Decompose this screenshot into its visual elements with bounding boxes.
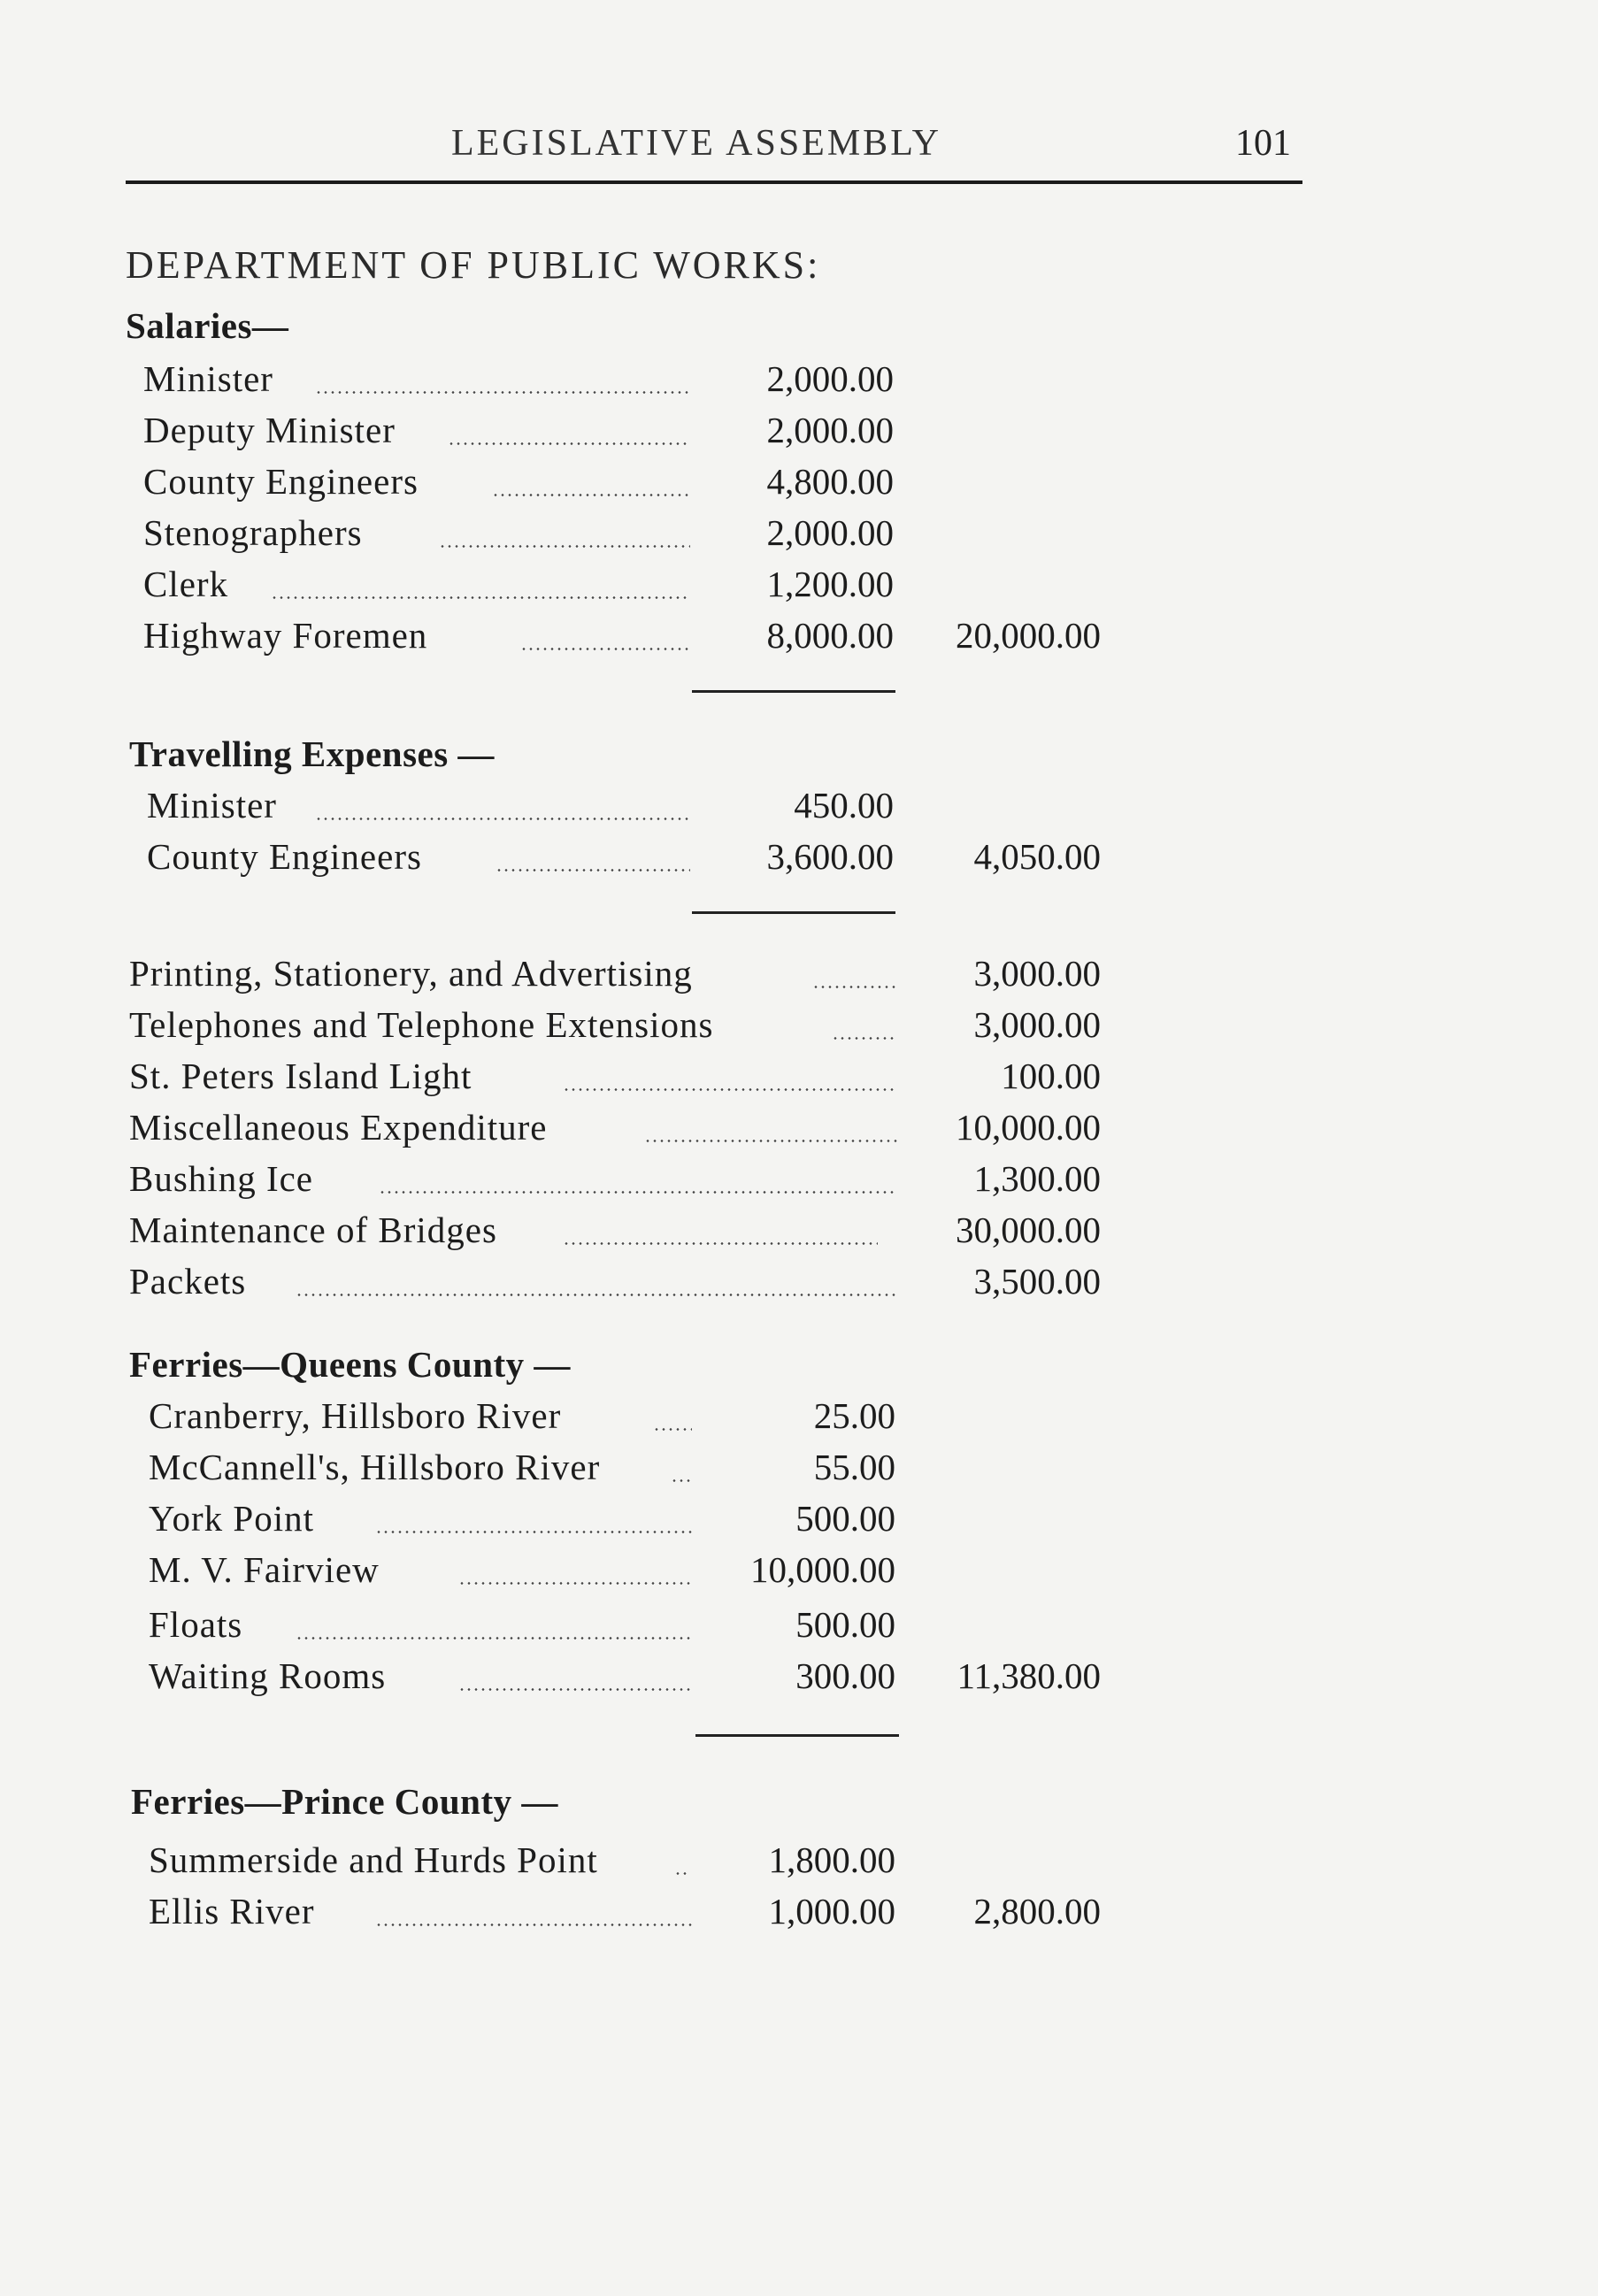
salary-item-amount: 8,000.00 — [766, 615, 894, 656]
ferry-item-label: Floats — [149, 1604, 243, 1645]
leader-dots — [458, 1582, 692, 1585]
salaries-total: 20,000.00 — [956, 615, 1101, 656]
salary-item-label: County Engineers — [143, 461, 419, 502]
leader-dots — [644, 1140, 897, 1142]
leader-dots — [832, 1037, 897, 1040]
subtotal-rule — [692, 911, 895, 914]
salary-item-label: Clerk — [143, 564, 229, 604]
salary-item-label: Deputy Minister — [143, 410, 396, 450]
leader-dots — [563, 1088, 897, 1091]
travelling-item-label: County Engineers — [147, 836, 422, 877]
travelling-item-label: Minister — [147, 785, 277, 825]
salary-item-label: Minister — [143, 358, 273, 399]
leader-dots — [375, 1924, 692, 1926]
expense-item-amount: 100.00 — [1001, 1056, 1101, 1096]
ferry-item-label: Cranberry, Hillsboro River — [149, 1395, 562, 1436]
travelling-item-amount: 3,600.00 — [766, 836, 894, 877]
header-rule — [126, 180, 1302, 184]
expense-item-label: Bushing Ice — [129, 1158, 313, 1199]
ferry-item-amount: 1,800.00 — [768, 1839, 895, 1880]
expense-item-amount: 3,000.00 — [973, 953, 1101, 994]
leader-dots — [448, 442, 690, 445]
ferry-item-amount: 500.00 — [795, 1604, 895, 1645]
expense-item-label: St. Peters Island Light — [129, 1056, 472, 1096]
leader-dots — [315, 818, 690, 820]
expense-item-amount: 1,300.00 — [973, 1158, 1101, 1199]
page-number: 101 — [1235, 123, 1291, 164]
ferry-item-label: M. V. Fairview — [149, 1549, 380, 1590]
leader-dots — [653, 1428, 692, 1431]
ferries-queens-heading: Ferries—Queens County — — [129, 1344, 571, 1385]
salary-item-amount: 2,000.00 — [766, 410, 894, 450]
leader-dots — [496, 869, 690, 872]
subtotal-rule — [692, 690, 895, 693]
expense-item-label: Maintenance of Bridges — [129, 1209, 497, 1250]
ferry-item-amount: 25.00 — [813, 1395, 895, 1436]
leader-dots — [296, 1294, 897, 1296]
salary-item-amount: 4,800.00 — [766, 461, 894, 502]
expense-item-amount: 10,000.00 — [956, 1107, 1101, 1148]
salary-item-amount: 1,200.00 — [766, 564, 894, 604]
leader-dots — [458, 1688, 692, 1691]
expense-item-label: Packets — [129, 1261, 247, 1302]
expense-item-label: Printing, Stationery, and Advertising — [129, 953, 693, 994]
ferry-item-label: Waiting Rooms — [149, 1655, 387, 1696]
salary-item-label: Highway Foremen — [143, 615, 428, 656]
expense-item-label: Telephones and Telephone Extensions — [129, 1004, 714, 1045]
running-header-title: LEGISLATIVE ASSEMBLY — [451, 123, 941, 164]
leader-dots — [439, 545, 690, 548]
travelling-heading: Travelling Expenses — — [129, 733, 495, 774]
travelling-item-amount: 450.00 — [794, 785, 894, 825]
expense-item-amount: 30,000.00 — [956, 1209, 1101, 1250]
leader-dots — [563, 1242, 878, 1245]
ferries-queens-total: 11,380.00 — [956, 1655, 1101, 1696]
ferries-prince-heading: Ferries—Prince County — — [131, 1781, 558, 1822]
leader-dots — [296, 1637, 692, 1639]
ferry-item-label: McCannell's, Hillsboro River — [149, 1447, 601, 1487]
leader-dots — [674, 1872, 690, 1875]
ferries-prince-total: 2,800.00 — [973, 1891, 1101, 1931]
leader-dots — [492, 494, 690, 496]
department-title: DEPARTMENT OF PUBLIC WORKS: — [126, 243, 821, 287]
expense-item-amount: 3,000.00 — [973, 1004, 1101, 1045]
expense-item-label: Miscellaneous Expenditure — [129, 1107, 548, 1148]
leader-dots — [379, 1191, 897, 1194]
salary-item-amount: 2,000.00 — [766, 512, 894, 553]
expense-item-amount: 3,500.00 — [973, 1261, 1101, 1302]
ferry-item-amount: 500.00 — [795, 1498, 895, 1539]
ferry-item-amount: 55.00 — [813, 1447, 895, 1487]
leader-dots — [812, 986, 897, 988]
ferry-item-amount: 1,000.00 — [768, 1891, 895, 1931]
ferry-item-label: Ellis River — [149, 1891, 315, 1931]
leader-dots — [520, 648, 690, 650]
ferry-item-amount: 10,000.00 — [750, 1549, 895, 1590]
leader-dots — [671, 1479, 692, 1482]
leader-dots — [271, 596, 690, 599]
travelling-total: 4,050.00 — [973, 836, 1101, 877]
subtotal-rule — [695, 1734, 899, 1737]
leader-dots — [375, 1531, 692, 1533]
ferry-item-label: York Point — [149, 1498, 314, 1539]
salary-item-label: Stenographers — [143, 512, 363, 553]
ferry-item-label: Summerside and Hurds Point — [149, 1839, 598, 1880]
ferry-item-amount: 300.00 — [795, 1655, 895, 1696]
leader-dots — [315, 391, 690, 394]
salaries-heading: Salaries— — [126, 305, 289, 346]
salary-item-amount: 2,000.00 — [766, 358, 894, 399]
